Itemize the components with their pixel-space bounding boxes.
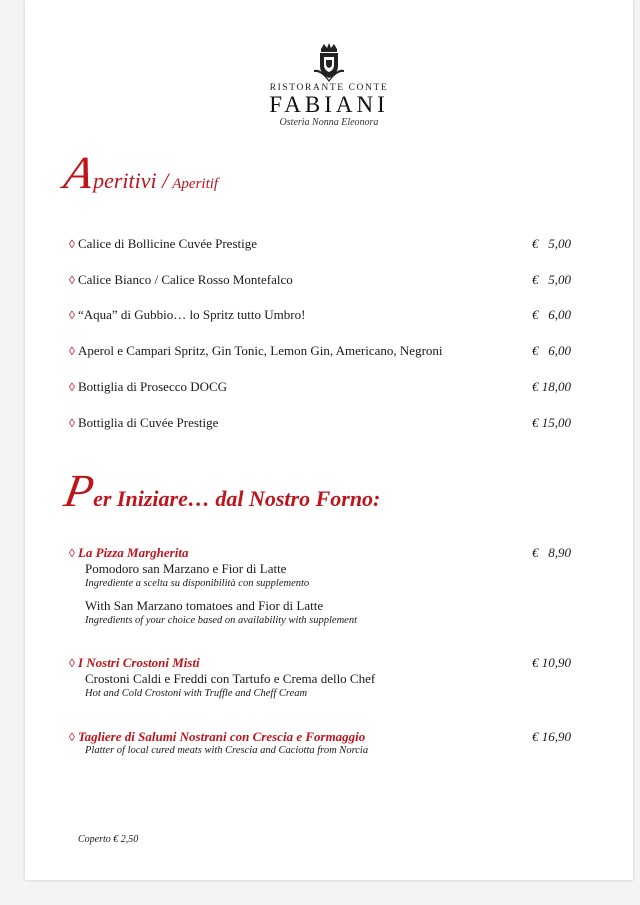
item-name: “Aqua” di Gubbio… lo Spritz tutto Umbro!	[77, 307, 306, 322]
item-price: € 16,90	[532, 729, 571, 744]
item-name: Bottiglia di Prosecco DOCG	[77, 379, 228, 394]
iniziare-title	[60, 465, 381, 516]
item-description: Crostoni Caldi e Freddi con Tartufo e Crema dello Chef	[85, 671, 376, 686]
aperitivi-title-sub: Aperitif	[172, 176, 219, 192]
restaurant-logo	[25, 40, 633, 128]
iniziare-title-text: er Iniziare… dal Nostro Forno:	[93, 486, 381, 511]
diamond-icon: ◊	[69, 380, 75, 394]
item-note-en: Platter of local cured meats with Crescia and Caciotta from Norcia	[85, 745, 369, 756]
diamond-icon: ◊	[69, 656, 75, 670]
item-price: € 5,00	[532, 272, 571, 287]
item-name: La Pizza Margherita	[77, 545, 189, 560]
list-item	[69, 379, 571, 395]
item-description-en: With San Marzano tomatoes and Fior di Latte	[85, 598, 324, 613]
aperitivi-title-text: peritivi /	[93, 168, 169, 193]
item-price: € 6,00	[532, 343, 571, 358]
diamond-icon: ◊	[69, 344, 75, 358]
item-note-en: Hot and Cold Crostoni with Truffle and Cheff Cream	[85, 688, 308, 699]
item-note: Ingrediente a scelta su disponibilità con supplemento	[85, 578, 310, 589]
item-price: € 10,90	[532, 655, 571, 670]
aperitivi-title	[60, 147, 219, 198]
coperto-note: Coperto € 2,50	[78, 834, 139, 845]
item-price: € 15,00	[532, 415, 571, 430]
item-price: € 18,00	[532, 379, 571, 394]
menu-item	[69, 545, 571, 561]
item-name: Aperol e Campari Spritz, Gin Tonic, Lemon Gin, Americano, Negroni	[77, 343, 443, 358]
logo-tagline: Osteria Nonna Eleonora	[279, 117, 379, 128]
item-name: Calice Bianco / Calice Rosso Montefalco	[77, 272, 293, 287]
menu-page	[25, 0, 633, 880]
item-name: Bottiglia di Cuvée Prestige	[77, 415, 219, 430]
list-item	[69, 307, 571, 323]
item-name: Tagliere di Salumi Nostrani con Crescia e Formaggio	[77, 729, 366, 744]
item-price: € 5,00	[532, 236, 571, 251]
logo-subtitle: RISTORANTE CONTE	[269, 83, 389, 93]
logo-name: FABIANI	[269, 92, 389, 117]
aperitivi-title-initial: A	[60, 147, 98, 198]
list-item	[69, 236, 571, 252]
item-name: Calice di Bollicine Cuvée Prestige	[77, 236, 258, 251]
item-note-en: Ingredients of your choice based on availability with supplement	[85, 615, 357, 626]
diamond-icon: ◊	[69, 416, 75, 430]
diamond-icon: ◊	[69, 237, 75, 251]
diamond-icon: ◊	[69, 730, 75, 744]
diamond-icon: ◊	[69, 546, 75, 560]
diamond-icon: ◊	[69, 273, 75, 287]
item-price: € 6,00	[532, 307, 571, 322]
list-item	[69, 272, 571, 288]
diamond-icon: ◊	[69, 308, 75, 322]
iniziare-title-initial: P	[60, 465, 98, 516]
item-price: € 8,90	[532, 545, 571, 560]
list-item	[69, 415, 571, 431]
item-description: Pomodoro san Marzano e Fior di Latte	[85, 561, 287, 576]
crest-icon	[312, 40, 346, 82]
list-item	[69, 343, 571, 359]
menu-item	[69, 729, 571, 745]
menu-item	[69, 655, 571, 671]
item-name: I Nostri Crostoni Misti	[77, 655, 200, 670]
